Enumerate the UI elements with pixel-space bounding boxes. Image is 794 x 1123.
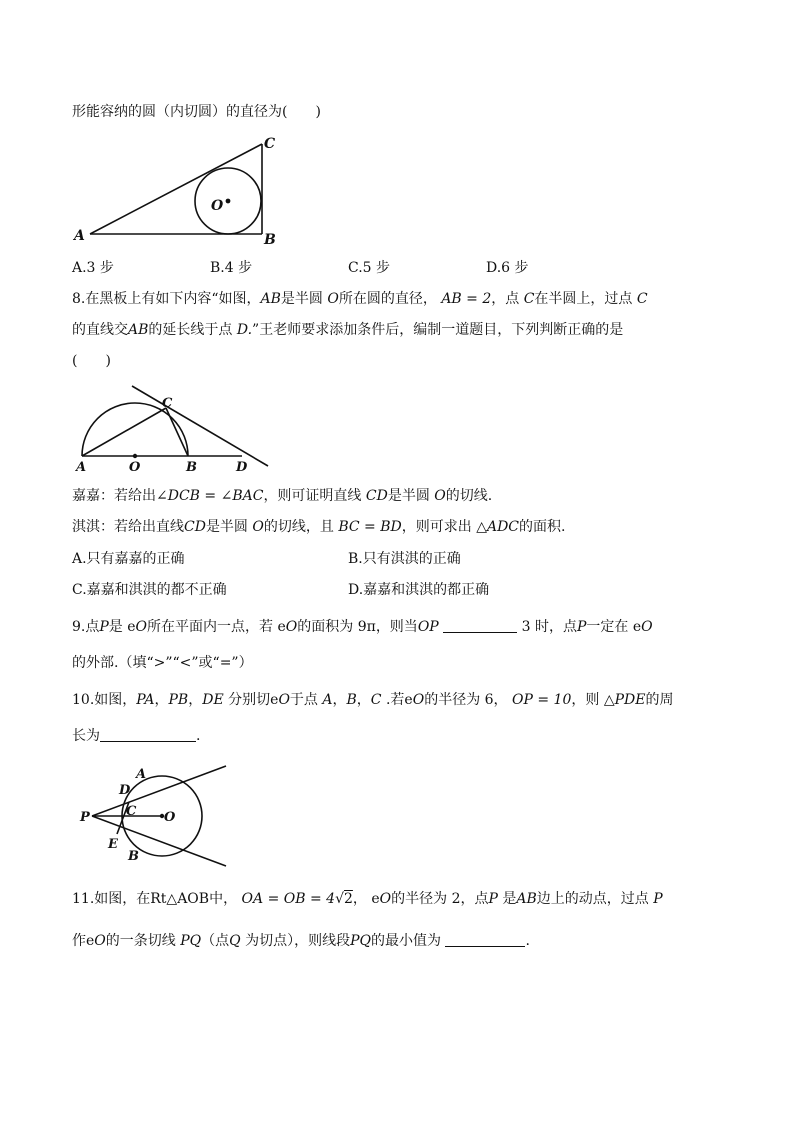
- q7-option-a[interactable]: A.3 步: [72, 260, 114, 276]
- q10-label-e: E: [108, 837, 118, 852]
- q7-label-c: C: [264, 136, 276, 152]
- q10-figure: [76, 762, 276, 872]
- q10-label-o: O: [164, 810, 176, 825]
- q8-stem-line1: 8.在黑板上有如下内容“如图，AB是半圆 O所在圆的直径， AB = 2，点 C在半圆上，过点 C: [72, 291, 648, 307]
- q7-option-b[interactable]: B.4 步: [210, 260, 253, 276]
- q10-stem-line1: 10.如图，PA，PB，DE 分别切eO于点 A，B，C .若eO的半径为 6， OP = 10，则 △PDE的周: [72, 692, 674, 708]
- q10-label-d: D: [119, 783, 131, 798]
- q9-answer-blank[interactable]: [443, 618, 517, 633]
- q8-label-d: D: [236, 460, 248, 475]
- q8-label-o: O: [129, 460, 141, 475]
- q10-label-a: A: [136, 767, 147, 782]
- q7-figure: [70, 130, 290, 250]
- q11-stem-line2: 作eO的一条切线 PQ（点Q 为切点），则线段PQ的最小值为 .: [72, 933, 530, 949]
- q8-label-c: C: [162, 396, 173, 411]
- q8-jiajia-statement: 嘉嘉：若给出∠DCB = ∠BAC，则可证明直线 CD是半圆 O的切线.: [72, 488, 493, 504]
- q10-label-c: C: [126, 804, 137, 819]
- q7-label-o: O: [211, 198, 224, 214]
- q10-label-b: B: [128, 849, 139, 864]
- q7-label-a: A: [74, 228, 85, 244]
- q8-option-a[interactable]: A.只有嘉嘉的正确: [72, 551, 185, 567]
- q9-stem-line2: 的外部.（填“>”“<”或“=”）: [72, 655, 253, 671]
- q11-answer-blank[interactable]: [445, 932, 525, 947]
- q7-label-b: B: [264, 232, 276, 248]
- q8-label-a: A: [76, 460, 87, 475]
- q8-qiqi-statement: 淇淇：若给出直线CD是半圆 O的切线，且 BC = BD，则可求出 △ADC的面积.: [72, 519, 566, 535]
- q7-option-c[interactable]: C.5 步: [348, 260, 391, 276]
- q8-stem-line2: 的直线交AB的延长线于点 D.”王老师要求添加条件后，编制一道题目，下列判断正确的是: [72, 322, 624, 338]
- q11-stem-line1: 11.如图，在Rt△AOB中， OA = OB = 4√2， eO的半径为 2，点P 是AB边上的动点，过点 P: [72, 891, 663, 907]
- q10-stem-line2: 长为 .: [72, 728, 201, 744]
- q8-option-b[interactable]: B.只有淇淇的正确: [348, 551, 461, 567]
- q10-label-p: P: [80, 810, 90, 825]
- q9-stem-line1: 9.点P是 eO所在平面内一点，若 eO的面积为 9π，则当OP 3 时，点P一定在 eO: [72, 619, 653, 635]
- q7-option-d[interactable]: D.6 步: [486, 260, 529, 276]
- q8-stem-line3: ( ): [72, 353, 111, 369]
- q8-option-d[interactable]: D.嘉嘉和淇淇的都正确: [348, 582, 490, 598]
- q8-option-c[interactable]: C.嘉嘉和淇淇的都不正确: [72, 582, 227, 598]
- q8-label-b: B: [186, 460, 197, 475]
- q8-figure: [70, 380, 280, 475]
- q10-answer-blank[interactable]: [100, 727, 196, 742]
- q7-stem-tail: 形能容纳的圆（内切圆）的直径为( ): [72, 104, 321, 120]
